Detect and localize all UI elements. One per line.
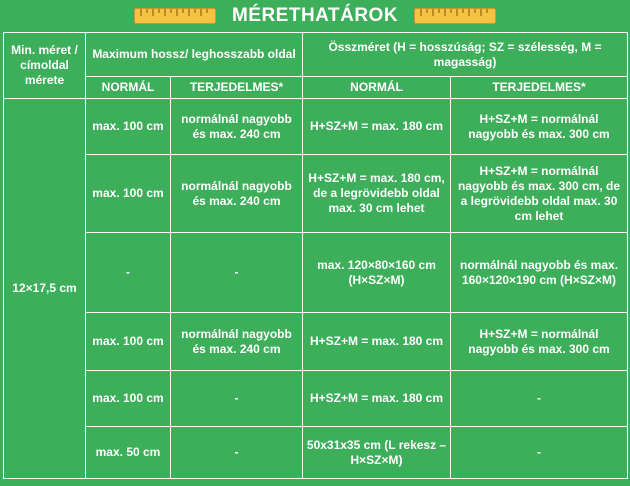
title-bar xyxy=(0,0,630,32)
total-extended-cell: H+SZ+M = normálnál nagyobb és max. 300 cm, de a legrövidebb oldal max. 30 cm lehet xyxy=(451,155,628,233)
header-extended-max: TERJEDELMES* xyxy=(171,77,303,99)
total-normal-cell: H+SZ+M = max. 180 cm xyxy=(303,313,451,371)
total-normal-cell: H+SZ+M = max. 180 cm, de a legrövidebb oldal max. 30 cm lehet xyxy=(303,155,451,233)
header-extended-total: TERJEDELMES* xyxy=(451,77,628,99)
total-extended-cell: - xyxy=(451,371,628,427)
header-normal-total: NORMÁL xyxy=(303,77,451,99)
min-size-value: 12×17,5 cm xyxy=(4,99,86,479)
size-limits-table xyxy=(3,32,628,479)
max-extended-cell: normálnál nagyobb és max. 240 cm xyxy=(171,99,303,155)
max-extended-cell: - xyxy=(171,233,303,313)
header-min-size: Min. méret / címoldal mérete xyxy=(4,33,86,99)
table-row xyxy=(4,371,628,427)
ruler-icon xyxy=(414,8,496,24)
header-row xyxy=(4,33,628,77)
header-total-size: Összméret (H = hosszúság; SZ = szélesség, M = magasság) xyxy=(303,33,628,77)
table-row xyxy=(4,313,628,371)
table-row xyxy=(4,427,628,479)
total-extended-cell: normálnál nagyobb és max. 160×120×190 cm (H×SZ×M) xyxy=(451,233,628,313)
max-extended-cell: - xyxy=(171,427,303,479)
max-extended-cell: normálnál nagyobb és max. 240 cm xyxy=(171,313,303,371)
subheader-row xyxy=(4,77,628,99)
total-normal-cell: H+SZ+M = max. 180 cm xyxy=(303,99,451,155)
total-normal-cell: H+SZ+M = max. 180 cm xyxy=(303,371,451,427)
max-normal-cell: max. 100 cm xyxy=(86,371,171,427)
max-extended-cell: - xyxy=(171,371,303,427)
total-normal-cell: max. 120×80×160 cm (H×SZ×M) xyxy=(303,233,451,313)
total-extended-cell: H+SZ+M = normálnál nagyobb és max. 300 cm xyxy=(451,99,628,155)
max-normal-cell: max. 100 cm xyxy=(86,313,171,371)
table-row xyxy=(4,155,628,233)
page-title: MÉRETHATÁROK xyxy=(231,5,399,26)
ruler-icon xyxy=(134,8,216,24)
header-max-length: Maximum hossz/ leghosszabb oldal xyxy=(86,33,303,77)
header-normal-max: NORMÁL xyxy=(86,77,171,99)
max-normal-cell: max. 50 cm xyxy=(86,427,171,479)
max-normal-cell: - xyxy=(86,233,171,313)
total-normal-cell: 50x31x35 cm (L rekesz – H×SZ×M) xyxy=(303,427,451,479)
table-row xyxy=(4,99,628,155)
total-extended-cell: H+SZ+M = normálnál nagyobb és max. 300 cm xyxy=(451,313,628,371)
max-extended-cell: normálnál nagyobb és max. 240 cm xyxy=(171,155,303,233)
table-row xyxy=(4,233,628,313)
max-normal-cell: max. 100 cm xyxy=(86,99,171,155)
max-normal-cell: max. 100 cm xyxy=(86,155,171,233)
total-extended-cell: - xyxy=(451,427,628,479)
